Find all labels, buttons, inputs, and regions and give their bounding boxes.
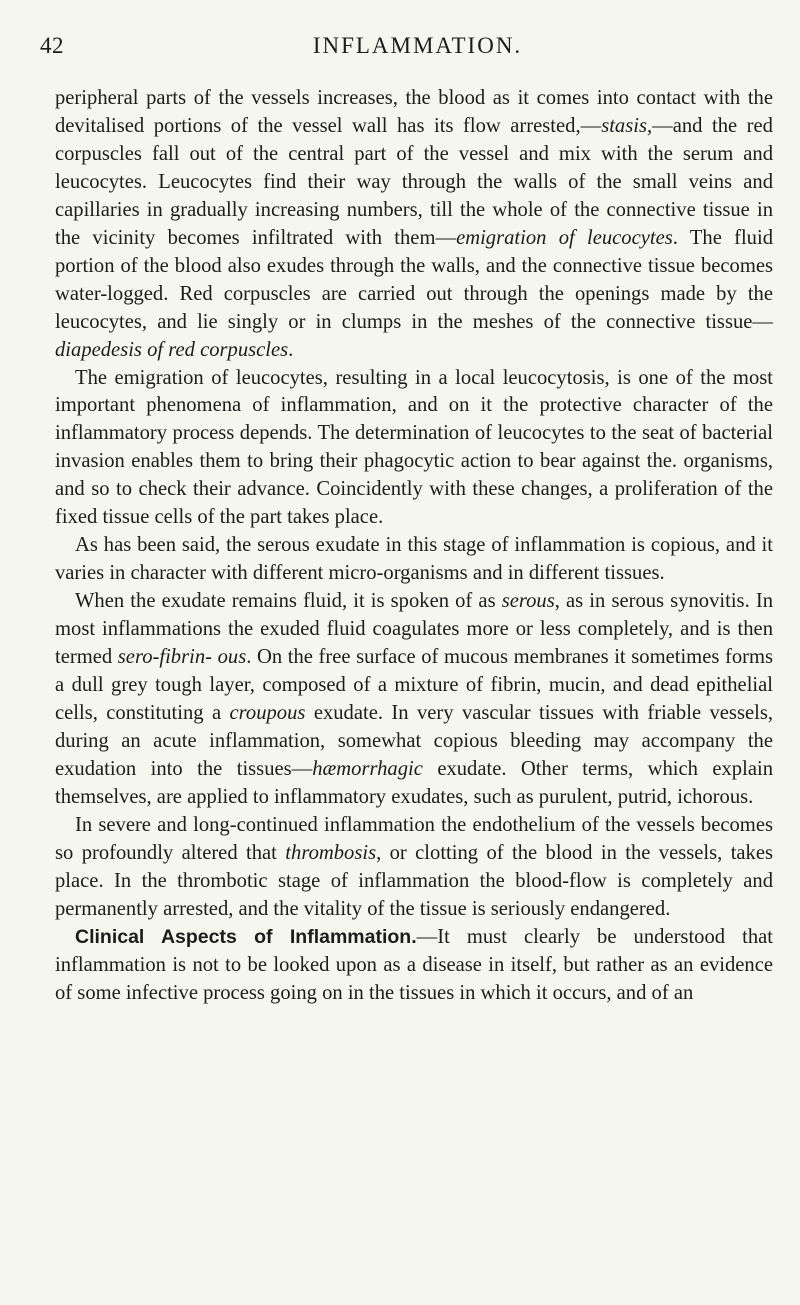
term-stasis: stasis: [601, 114, 647, 137]
paragraph-vascular-changes: peripheral parts of the vessels increases, the blood as it comes into contact with the devitalised portions of the vessel wall has its flow arrested,—stasis,—and the red corpuscles fall out of the central part of the vessel and mix with the serum and leucocytes. Leucocytes find their way through the walls of the small veins and capillaries in gradually increasing numbers, till the whole of the connective tissue in the vicinity becomes infiltrated with them—emigration of leucocytes. The fluid portion of the blood also exudes through the walls, and the connective tissue becomes water-logged. Red corpuscles are carried out through the openings made by the leucocytes, and lie singly or in clumps in the meshes of the connective tissue—diapedesis of red corpuscles.: [55, 87, 773, 361]
term-serous: serous: [501, 590, 555, 613]
body-text: [55, 85, 773, 1007]
term-haemorrhagic: hæmorrhagic: [312, 757, 423, 780]
term-sero-fibrinous: sero-fibrin- ous: [117, 646, 247, 669]
term-thrombosis: thrombosis: [285, 841, 377, 864]
term-emigration-of-leucocytes: emigration of leucocytes: [456, 226, 673, 249]
page-number: 42: [40, 33, 64, 58]
paragraph-clinical-aspects: Clinical Aspects of Inflammation.—It must clearly be understood that inflammation is not to be looked upon as a disease in itself, but rather as an evidence of some infective process going on in the tissues in which it occurs, and of an: [55, 925, 773, 1004]
paragraph-exudate-types: When the exudate remains fluid, it is spoken of as serous, as in serous synovitis. In most inflammations the exuded fluid coagulates more or less completely, and is then termed sero-fibrin- ous. On the free surface of mucous membranes it sometimes forms a dull grey tough layer, composed of a mixture of fibrin, mucin, and dead epithelial cells, constituting a croupous exudate. In very vascular tissues with friable vessels, during an acute inflammation, somewhat copious bleeding may accompany the exudation into the tissues—hæmorrhagic exudate. Other terms, which explain themselves, are applied to inflammatory exudates, such as purulent, putrid, ichorous.: [55, 590, 774, 808]
term-croupous: croupous: [229, 701, 306, 724]
paragraph-emigration: The emigration of leucocytes, resulting in a local leucocytosis, is one of the most important phenomena of inflammation, and on it the protective character of the inflammatory process depends. The determination of leucocytes to the seat of bacterial invasion enables them to bring their phagocytic action to bear against the. organisms, and so to check their advance. Coincidently with these changes, a proliferation of the fixed tissue cells of the part takes place.: [55, 366, 773, 529]
section-heading-clinical-aspects: Clinical Aspects of Inflammation.: [75, 925, 417, 948]
running-head: [40, 33, 775, 63]
term-diapedesis: diapedesis of red corpuscles: [55, 338, 289, 361]
paragraph-thrombosis: In severe and long-continued inflammation the endothelium of the vessels becomes so profoundly altered that thrombosis, or clotting of the blood in the vessels, takes place. In the thrombotic stage of inflammation the blood-flow is completely and permanently arrested, and the vitality of the tissue is seriously endangered.: [55, 813, 774, 920]
running-title: INFLAMMATION.: [312, 33, 523, 58]
paragraph-serous-exudate: As has been said, the serous exudate in this stage of inflammation is copious, and it varies in character with different micro-organisms and in different tissues.: [55, 534, 773, 585]
